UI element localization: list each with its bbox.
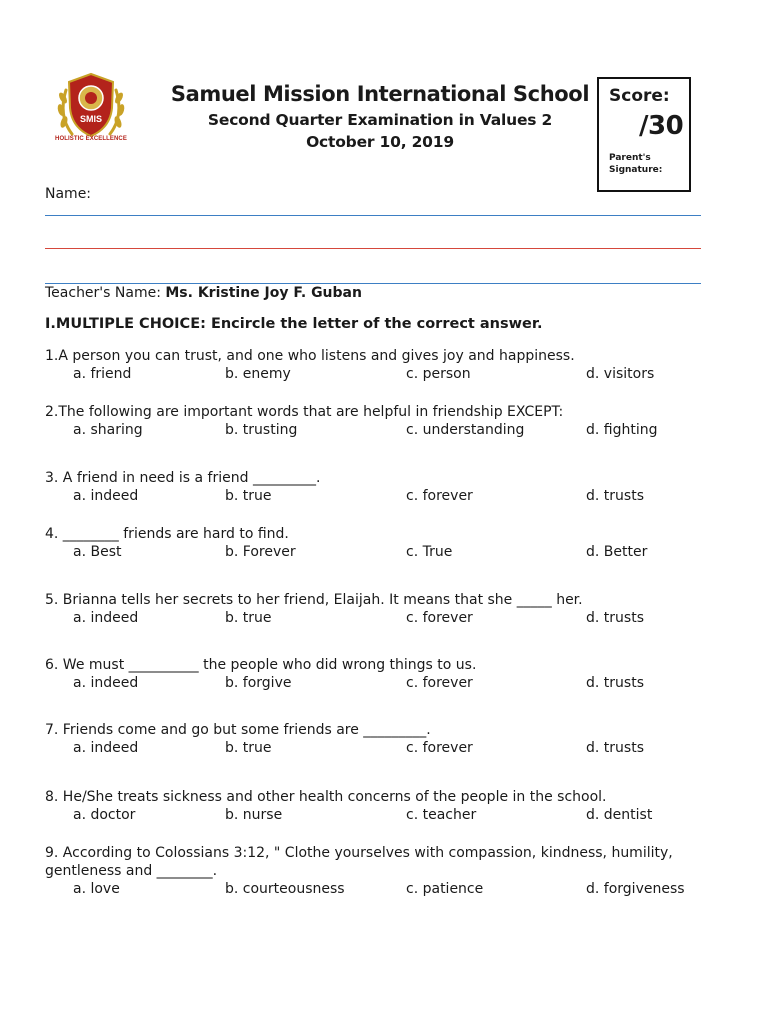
school-name: Samuel Mission International School bbox=[170, 82, 590, 106]
answer-option[interactable]: d. Better bbox=[586, 544, 648, 560]
answer-option[interactable]: a. indeed bbox=[73, 675, 139, 691]
answer-option[interactable]: d. trusts bbox=[586, 488, 644, 504]
answer-option[interactable]: b. true bbox=[225, 740, 272, 756]
answer-option[interactable]: c. forever bbox=[406, 610, 473, 626]
question-3 bbox=[45, 469, 644, 504]
answer-option[interactable]: c. forever bbox=[406, 675, 473, 691]
answer-option[interactable]: c. True bbox=[406, 544, 453, 560]
score-box bbox=[597, 77, 691, 192]
answer-option[interactable]: c. understanding bbox=[406, 422, 525, 438]
question-8 bbox=[45, 788, 653, 823]
answer-option[interactable]: a. love bbox=[73, 881, 120, 897]
answer-option[interactable]: d. trusts bbox=[586, 675, 644, 691]
answer-option[interactable]: d. dentist bbox=[586, 807, 653, 823]
question-text: 5. Brianna tells her secrets to her friend, Elaijah. It means that she _____ her. bbox=[45, 592, 583, 608]
logo-motto: HOLISTIC EXCELLENCE bbox=[55, 136, 127, 142]
question-text: 9. According to Colossians 3:12, " Clothe yourselves with compassion, kindness, humility, gentleness and ________. bbox=[45, 845, 673, 879]
answer-option[interactable]: c. person bbox=[406, 366, 471, 382]
parent-signature-label: Parent's Signature: bbox=[609, 153, 663, 175]
question-text: 4. ________ friends are hard to find. bbox=[45, 526, 289, 542]
answer-option[interactable]: a. sharing bbox=[73, 422, 143, 438]
question-5 bbox=[45, 591, 644, 626]
question-2 bbox=[45, 403, 658, 438]
teacher-name-row bbox=[45, 285, 362, 301]
exam-date: October 10, 2019 bbox=[306, 133, 454, 151]
exam-title: Second Quarter Examination in Values 2 bbox=[207, 111, 553, 129]
teacher-name: Ms. Kristine Joy F. Guban bbox=[165, 285, 362, 301]
writing-line-red bbox=[45, 248, 701, 249]
question-text: 6. We must __________ the people who did wrong things to us. bbox=[45, 657, 477, 673]
answer-option[interactable]: d. fighting bbox=[586, 422, 658, 438]
answer-option[interactable]: b. forgive bbox=[225, 675, 292, 691]
answer-option[interactable]: a. indeed bbox=[73, 740, 139, 756]
answer-option[interactable]: b. enemy bbox=[225, 366, 291, 382]
logo-text: SMIS bbox=[79, 114, 103, 124]
answer-option[interactable]: b. true bbox=[225, 610, 272, 626]
answer-option[interactable]: a. indeed bbox=[73, 610, 139, 626]
name-line bbox=[45, 215, 701, 216]
question-text: 3. A friend in need is a friend _________. bbox=[45, 470, 321, 486]
answer-option[interactable]: b. trusting bbox=[225, 422, 298, 438]
question-text: 8. He/She treats sickness and other health concerns of the people in the school. bbox=[45, 789, 607, 805]
answer-option[interactable]: c. forever bbox=[406, 740, 473, 756]
question-7 bbox=[45, 721, 644, 756]
question-1 bbox=[45, 347, 655, 382]
score-label: Score: bbox=[609, 86, 670, 106]
question-4 bbox=[45, 525, 648, 560]
answer-option[interactable]: d. visitors bbox=[586, 366, 655, 382]
section-title: I.MULTIPLE CHOICE: Encircle the letter of the correct answer. bbox=[45, 316, 543, 332]
answer-option[interactable]: a. friend bbox=[73, 366, 132, 382]
teacher-label: Teacher's Name: bbox=[45, 285, 161, 301]
score-value: /30 bbox=[639, 111, 684, 141]
question-9 bbox=[45, 844, 725, 897]
answer-option[interactable]: a. Best bbox=[73, 544, 122, 560]
answer-option[interactable]: b. courteousness bbox=[225, 881, 345, 897]
question-text: 2.The following are important words that are helpful in friendship EXCEPT: bbox=[45, 404, 564, 420]
writing-line-blue bbox=[45, 283, 701, 284]
answer-option[interactable]: d. forgiveness bbox=[586, 881, 685, 897]
question-text: 7. Friends come and go but some friends are _________. bbox=[45, 722, 431, 738]
answer-option[interactable]: a. indeed bbox=[73, 488, 139, 504]
name-label: Name: bbox=[45, 186, 92, 202]
answer-option[interactable]: b. true bbox=[225, 488, 272, 504]
question-text: 1.A person you can trust, and one who listens and gives joy and happiness. bbox=[45, 348, 575, 364]
question-6 bbox=[45, 656, 644, 691]
answer-option[interactable]: c. forever bbox=[406, 488, 473, 504]
answer-option[interactable]: d. trusts bbox=[586, 610, 644, 626]
answer-option[interactable]: b. nurse bbox=[225, 807, 283, 823]
answer-option[interactable]: b. Forever bbox=[225, 544, 296, 560]
answer-option[interactable]: c. teacher bbox=[406, 807, 477, 823]
answer-option[interactable]: a. doctor bbox=[73, 807, 136, 823]
answer-option[interactable]: d. trusts bbox=[586, 740, 644, 756]
answer-option[interactable]: c. patience bbox=[406, 881, 484, 897]
